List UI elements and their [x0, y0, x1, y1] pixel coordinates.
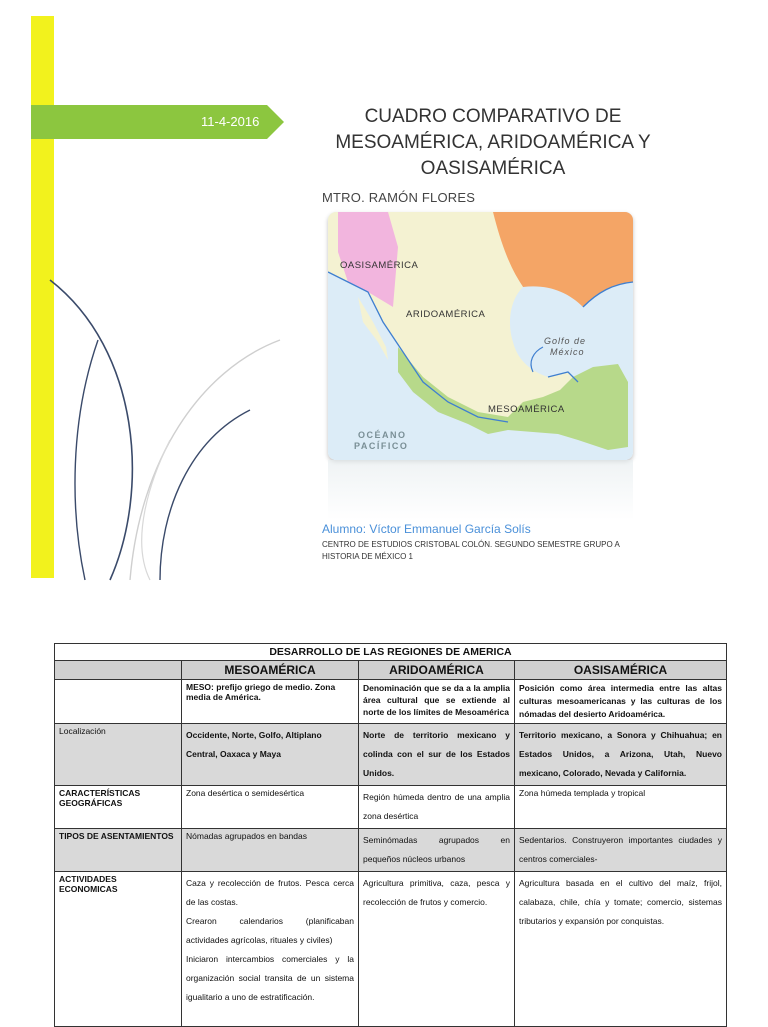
header-mesoamerica: MESOAMÉRICA	[182, 661, 359, 680]
cell-paragraph: Crearon calendarios (planificaban actividades agrícolas, rituales y civiles)	[186, 916, 354, 945]
header-oasisamerica: OASISAMÉRICA	[515, 661, 727, 680]
table-cell: Territorio mexicano, a Sonora y Chihuahua; en Estados Unidos, a Arizona, Utah, Nuevo mexicano, Colorado, Nevada y California.	[515, 724, 727, 786]
table-cell: Región húmeda dentro de una amplia zona desértica	[359, 786, 515, 829]
table-cell: Nómadas agrupados en bandas	[182, 829, 359, 872]
regions-map	[328, 212, 633, 460]
map-reflection	[328, 460, 633, 520]
table-row	[55, 829, 727, 872]
row-label: Localización	[55, 724, 182, 786]
header-aridoamerica: ARIDOAMÉRICA	[359, 661, 515, 680]
table-cell: Posición como área intermedia entre las altas culturas mesoamericanas y las culturas de los nómadas del desierto Aridoamérica.	[515, 680, 727, 724]
header-empty	[55, 661, 182, 680]
map-label-gulf-1: Golfo de	[544, 336, 587, 346]
map-label-gulf-2: México	[550, 347, 585, 357]
map-label-aridoamerica: ARIDOAMÉRICA	[406, 309, 486, 320]
row-label: TIPOS DE ASENTAMIENTOS	[55, 829, 182, 872]
teacher-name: MTRO. RAMÓN FLORES	[322, 190, 476, 205]
map-label-mesoamerica: MESOAMÉRICA	[488, 404, 565, 415]
table-row	[55, 786, 727, 829]
table-row	[55, 872, 727, 1027]
date-text: 11-4-2016	[201, 114, 260, 129]
map-label-ocean-2: PACÍFICO	[354, 441, 409, 451]
table-cell	[182, 872, 359, 1027]
row-label: ACTIVIDADES ECONOMICAS	[55, 872, 182, 1027]
cell-paragraph: Iniciaron intercambios comerciales y la organización social transita de un sistema igualitario a uno de estratificación.	[186, 954, 354, 1002]
school-line-2: HISTORIA DE MÉXICO 1	[322, 552, 413, 561]
map-label-oasisamerica: OASISAMÉRICA	[340, 260, 419, 271]
cell-paragraph: Caza y recolección de frutos. Pesca cerca de las costas.	[186, 878, 354, 907]
title-line-3: OASISAMÉRICA	[420, 158, 566, 179]
student-name: Alumno: Víctor Emmanuel García Solís	[322, 522, 531, 536]
school-line-1: CENTRO DE ESTUDIOS CRISTOBAL COLÓN. SEGUNDO SEMESTRE GRUPO A	[322, 540, 620, 549]
table-row	[55, 724, 727, 786]
comparison-table	[54, 643, 727, 1027]
table-cell: Agricultura basada en el cultivo del maíz, frijol, calabaza, chile, chía y tomate; comercio, sistemas tributarios y expansión por conquistas.	[515, 872, 727, 1027]
table-cell: Agricultura primitiva, caza, pesca y recolección de frutos y comercio.	[359, 872, 515, 1027]
table-cell: Sedentarios. Construyeron importantes ciudades y centros comerciales-	[515, 829, 727, 872]
table-title: DESARROLLO DE LAS REGIONES DE AMERICA	[55, 644, 727, 661]
map-label-ocean-1: OCÉANO	[358, 430, 407, 440]
table-cell: MESO: prefijo griego de medio. Zona media de América.	[182, 680, 359, 724]
row-label	[55, 680, 182, 724]
school-info	[322, 539, 620, 563]
table-cell: Seminómadas agrupados en pequeños núcleos urbanos	[359, 829, 515, 872]
title-line-1: CUADRO COMPARATIVO DE	[364, 106, 622, 127]
decorative-curves	[0, 260, 300, 590]
table-cell: Zona desértica o semidesértica	[182, 786, 359, 829]
table-cell: Denominación que se da a la amplia área cultural que se extiende al norte de los límites de Mesoamérica	[359, 680, 515, 724]
table-cell: Zona húmeda templada y tropical	[515, 786, 727, 829]
table-cell: Occidente, Norte, Golfo, Altiplano Central, Oaxaca y Maya	[182, 724, 359, 786]
date-banner	[31, 105, 284, 139]
table-cell: Norte de territorio mexicano y colinda con el sur de los Estados Unidos.	[359, 724, 515, 786]
table-row	[55, 680, 727, 724]
document-title	[318, 104, 668, 182]
row-label: CARACTERÍSTICAS GEOGRÁFICAS	[55, 786, 182, 829]
title-line-2: MESOAMÉRICA, ARIDOAMÉRICA Y	[335, 132, 651, 153]
